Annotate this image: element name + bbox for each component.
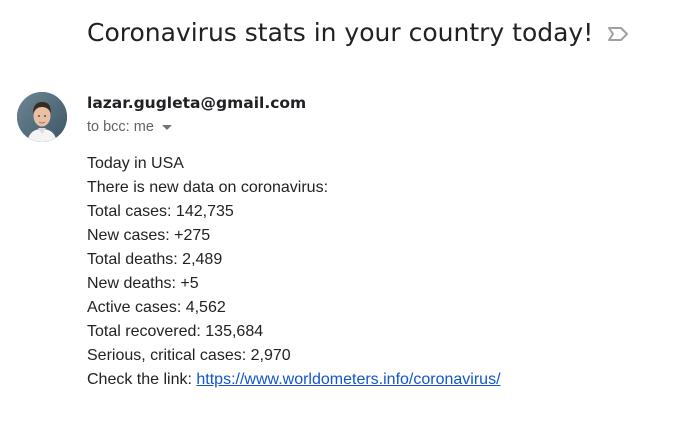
worldometers-link[interactable]: https://www.worldometers.info/coronavirus/ [196,371,501,388]
body-line-link [87,368,501,392]
label-outline-icon[interactable] [607,26,629,42]
recipient-row [87,118,306,136]
avatar[interactable] [17,92,67,142]
body-line-total-cases: Total cases: 142,735 [87,203,234,220]
body-line-intro: There is new data on coronavirus: [87,179,329,196]
link-prefix: Check the link: [87,371,197,388]
body-line-new-deaths: New deaths: +5 [87,275,199,292]
body-line-active-cases: Active cases: 4,562 [87,299,226,316]
body-line-new-cases: New cases: +275 [87,227,211,244]
subject-row [87,18,629,47]
body-line-total-deaths: Total deaths: 2,489 [87,251,223,268]
recipient-label: to bcc: me [87,119,154,135]
body-line-total-recovered: Total recovered: 135,684 [87,323,264,340]
caret-down-icon[interactable] [162,125,172,130]
email-body [87,152,501,392]
sender-block [87,92,306,136]
body-line-country: Today in USA [87,155,184,172]
sender-email[interactable]: lazar.gugleta@gmail.com [87,94,307,112]
body-line-critical-cases: Serious, critical cases: 2,970 [87,347,291,364]
email-subject: Coronavirus stats in your country today! [87,18,594,47]
